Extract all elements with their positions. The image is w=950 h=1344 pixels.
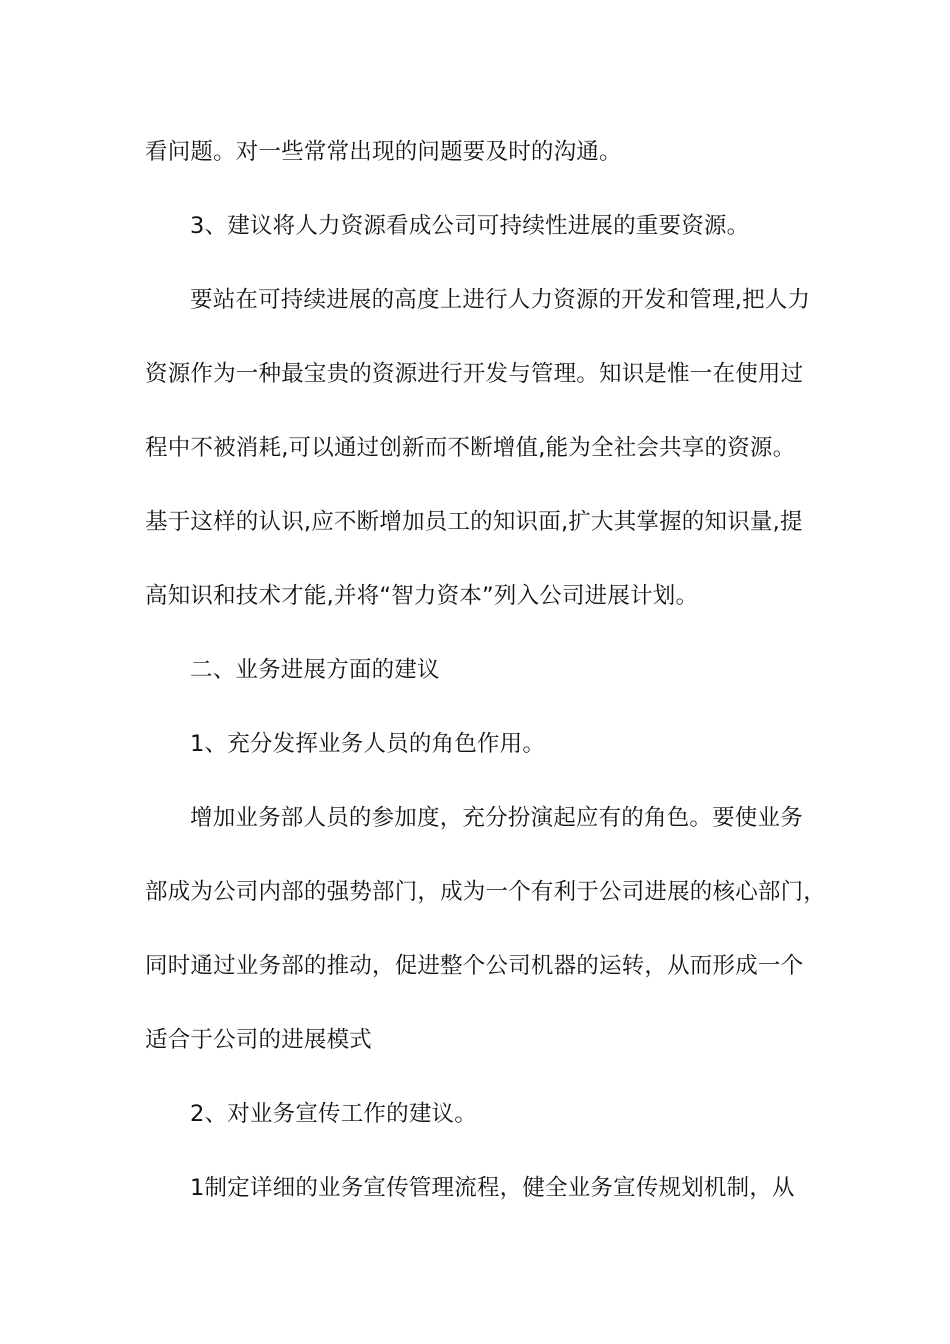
paragraph-line: 适合于公司的进展模式 (145, 1027, 373, 1053)
paragraph-line: 资源作为一种最宝贵的资源进行开发与管理。知识是惟一在使用过 (145, 361, 804, 387)
section-heading-3: 3、建议将人力资源看成公司可持续性进展的重要资源。 (190, 213, 750, 239)
paragraph-line: 同时通过业务部的推动，促进整个公司机器的运转，从而形成一个 (145, 953, 804, 979)
paragraph-line: 看问题。对一些常常出现的问题要及时的沟通。 (145, 139, 622, 165)
paragraph-line: 要站在可持续进展的高度上进行人力资源的开发和管理,把人力 (190, 287, 811, 313)
subsection-heading-1: 1、充分发挥业务人员的角色作用。 (190, 731, 546, 757)
paragraph-line: 高知识和技术才能,并将“智力资本”列入公司进展计划。 (145, 583, 699, 609)
subsection-heading-2: 2、对业务宣传工作的建议。 (190, 1101, 477, 1127)
section-heading-2: 二、业务进展方面的建议 (190, 657, 440, 683)
paragraph-line: 部成为公司内部的强势部门，成为一个有利于公司进展的核心部门， (145, 879, 827, 905)
paragraph-line: 基于这样的认识,应不断增加员工的知识面,扩大其掌握的知识量,提 (145, 509, 803, 535)
paragraph-line: 增加业务部人员的参加度，充分扮演起应有的角色。要使业务 (190, 805, 803, 831)
paragraph-line: 1制定详细的业务宣传管理流程，健全业务宣传规划机制，从 (190, 1175, 795, 1201)
paragraph-line: 程中不被消耗,可以通过创新而不断增值,能为全社会共享的资源。 (145, 435, 796, 461)
